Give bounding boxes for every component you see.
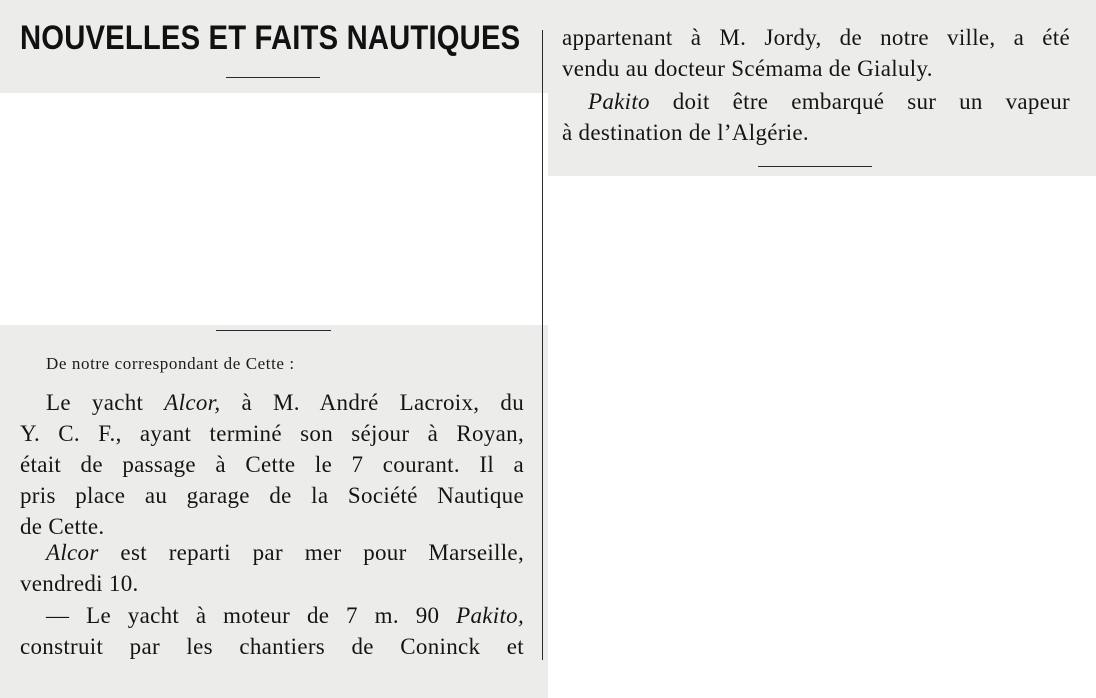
text-line: de Cette. (20, 514, 105, 539)
text-line: Pakito doit être embarqué sur un vapeur (588, 89, 1070, 114)
text-line: Le yacht Alcor, à M. André Lacroix, du (46, 390, 524, 415)
text-line: vendredi 10. (20, 571, 139, 596)
section-separator (216, 330, 331, 331)
text-line: — Le yacht à moteur de 7 m. 90 Pakito, (46, 603, 524, 628)
text-line: vendu au docteur Scémama de Gialuly. (562, 56, 933, 81)
text-line: construit par les chantiers de Coninck et (20, 634, 524, 659)
title-separator (226, 77, 320, 78)
yacht-name: Pakito (588, 89, 650, 114)
text-line: Y. C. F., ayant terminé son séjour à Royan, (20, 421, 524, 446)
paragraph-pakito-sale (562, 22, 1070, 84)
text-line: à destination de l’Algérie. (562, 120, 809, 145)
text-line: pris place au garage de la Société Nautique (20, 483, 524, 508)
yacht-name: Alcor, (164, 390, 221, 415)
column-divider (542, 30, 543, 660)
paragraph-alcor-departure (20, 537, 524, 599)
correspondent-line: De notre correspondant de Cette : (46, 354, 295, 373)
paragraph-alcor-arrival (20, 387, 524, 542)
paragraph-pakito-intro (20, 600, 524, 662)
page-title: NOUVELLES ET FAITS NAUTIQUES (20, 19, 521, 57)
text-line: était de passage à Cette le 7 courant. Il a (20, 452, 524, 477)
yacht-name: Pakito, (456, 603, 524, 628)
text-line: appartenant à M. Jordy, de notre ville, a été (562, 25, 1070, 50)
yacht-name: Alcor (46, 540, 99, 565)
text-line: Alcor est reparti par mer pour Marseille, (46, 540, 524, 565)
paragraph-pakito-shipping (562, 86, 1070, 148)
article-end-separator (758, 166, 872, 167)
